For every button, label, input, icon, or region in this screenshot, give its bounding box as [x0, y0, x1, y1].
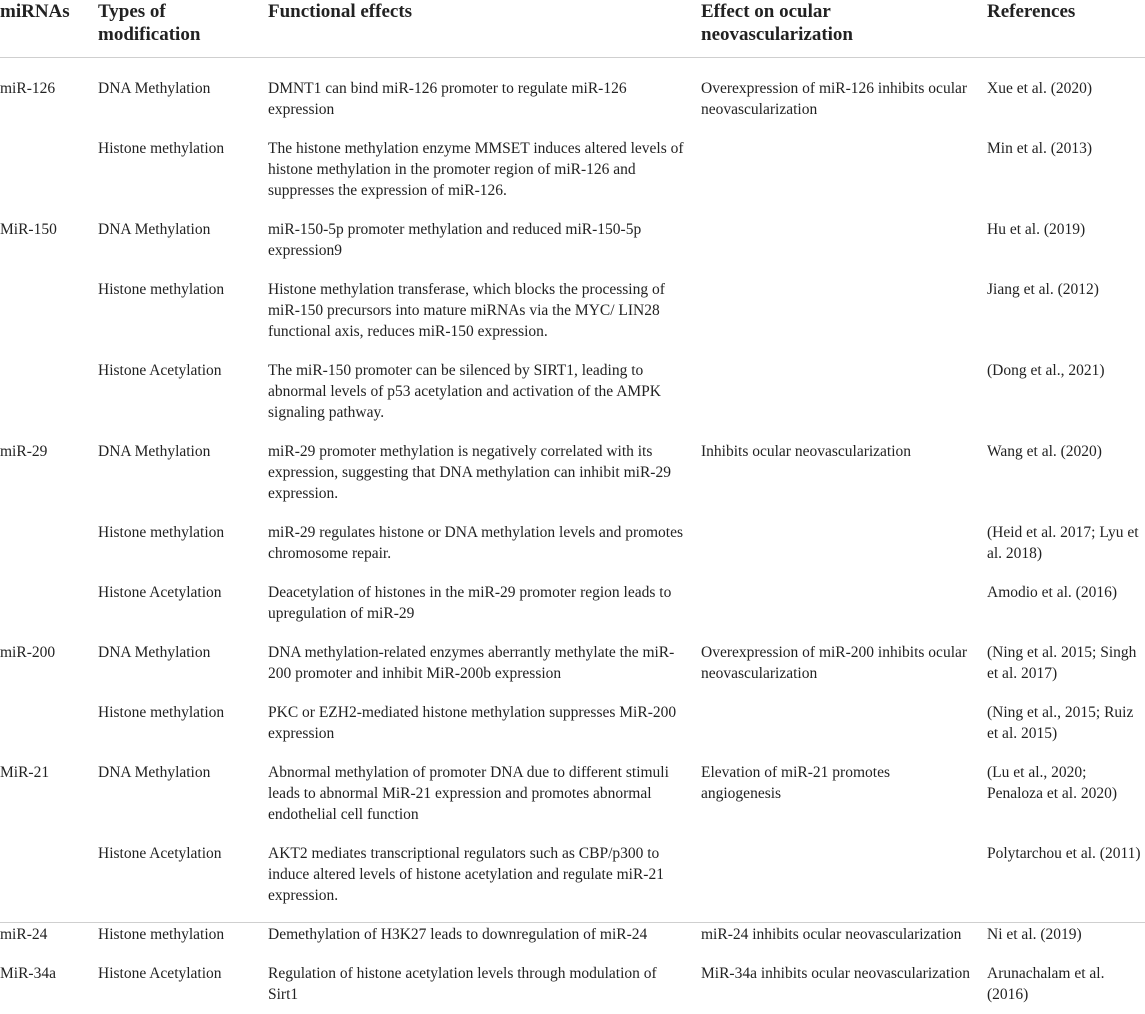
- table-body: [0, 58, 1145, 1014]
- cell-modification-type: Histone Acetylation: [98, 573, 268, 633]
- cell-mirna: miR-24: [0, 915, 98, 954]
- cell-functional-effect: AKT2 mediates transcriptional regulators such as CBP/p300 to induce altered levels of histone acetylation and regulate miR-21 expression.: [268, 834, 701, 915]
- cell-functional-effect: Deacetylation of histones in the miR-29 promoter region leads to upregulation of miR-29: [268, 573, 701, 633]
- cell-mirna: [0, 351, 98, 432]
- cell-ocular-effect: [701, 573, 987, 633]
- cell-functional-effect: Demethylation of H3K27 leads to downregulation of miR-24: [268, 915, 701, 954]
- cell-functional-effect: PKC or EZH2-mediated histone methylation suppresses MiR-200 expression: [268, 693, 701, 753]
- table-row: [0, 915, 1145, 954]
- cell-ocular-effect: [701, 210, 987, 270]
- cell-mirna: miR-200: [0, 633, 98, 693]
- table-row: [0, 513, 1145, 573]
- cell-reference: Wang et al. (2020): [987, 432, 1145, 513]
- cell-mirna: [0, 129, 98, 210]
- cell-functional-effect: DNA methylation-related enzymes aberrantly methylate the miR-200 promoter and inhibit MiR-200b expression: [268, 633, 701, 693]
- table-row: [0, 693, 1145, 753]
- cell-ocular-effect: Overexpression of miR-126 inhibits ocular neovascularization: [701, 58, 987, 130]
- table-row: [0, 58, 1145, 130]
- cell-functional-effect: miR-150-5p promoter methylation and reduced miR-150-5p expression9: [268, 210, 701, 270]
- cell-modification-type: Histone Acetylation: [98, 351, 268, 432]
- cell-ocular-effect: [701, 129, 987, 210]
- cell-mirna: [0, 693, 98, 753]
- table-row: [0, 351, 1145, 432]
- cell-mirna: [0, 270, 98, 351]
- cell-functional-effect: Regulation of histone acetylation levels through modulation of Sirt1: [268, 954, 701, 1014]
- cell-mirna: [0, 513, 98, 573]
- cell-reference: (Dong et al., 2021): [987, 351, 1145, 432]
- cell-reference: (Heid et al. 2017; Lyu et al. 2018): [987, 513, 1145, 573]
- cell-functional-effect: DMNT1 can bind miR-126 promoter to regulate miR-126 expression: [268, 58, 701, 130]
- cell-ocular-effect: miR-24 inhibits ocular neovascularization: [701, 915, 987, 954]
- cell-functional-effect: The histone methylation enzyme MMSET induces altered levels of histone methylation in the promoter region of miR-126 and suppresses the expression of miR-126.: [268, 129, 701, 210]
- cell-reference: Amodio et al. (2016): [987, 573, 1145, 633]
- cell-functional-effect: Histone methylation transferase, which blocks the processing of miR-150 precursors into mature miRNAs via the MYC/ LIN28 functional axis, reduces miR-150 expression.: [268, 270, 701, 351]
- cell-reference: Min et al. (2013): [987, 129, 1145, 210]
- cell-ocular-effect: [701, 834, 987, 915]
- cell-modification-type: Histone Acetylation: [98, 954, 268, 1014]
- header-row: [0, 0, 1145, 58]
- header-mirnas: miRNAs: [0, 0, 98, 58]
- cell-modification-type: DNA Methylation: [98, 633, 268, 693]
- cell-reference: (Ning et al. 2015; Singh et al. 2017): [987, 633, 1145, 693]
- cell-functional-effect: The miR-150 promoter can be silenced by SIRT1, leading to abnormal levels of p53 acetylation and activation of the AMPK signaling pathway.: [268, 351, 701, 432]
- header-references: References: [987, 0, 1145, 58]
- cell-functional-effect: Abnormal methylation of promoter DNA due to different stimuli leads to abnormal MiR-21 expression and promotes abnormal endothelial cell function: [268, 753, 701, 834]
- table-row: [0, 834, 1145, 915]
- cell-ocular-effect: Inhibits ocular neovascularization: [701, 432, 987, 513]
- table-row: [0, 633, 1145, 693]
- header-functional-effects: Functional effects: [268, 0, 701, 58]
- cell-modification-type: Histone Acetylation: [98, 834, 268, 915]
- cell-modification-type: DNA Methylation: [98, 210, 268, 270]
- cell-mirna: MiR-34a: [0, 954, 98, 1014]
- cell-reference: Ni et al. (2019): [987, 915, 1145, 954]
- cell-mirna: miR-29: [0, 432, 98, 513]
- cell-modification-type: Histone methylation: [98, 129, 268, 210]
- cell-reference: (Ning et al., 2015; Ruiz et al. 2015): [987, 693, 1145, 753]
- cell-modification-type: Histone methylation: [98, 693, 268, 753]
- cell-modification-type: Histone methylation: [98, 513, 268, 573]
- cell-functional-effect: miR-29 regulates histone or DNA methylation levels and promotes chromosome repair.: [268, 513, 701, 573]
- cell-functional-effect: miR-29 promoter methylation is negatively correlated with its expression, suggesting that DNA methylation can inhibit miR-29 expression.: [268, 432, 701, 513]
- cell-modification-type: DNA Methylation: [98, 753, 268, 834]
- cell-ocular-effect: Overexpression of miR-200 inhibits ocular neovascularization: [701, 633, 987, 693]
- cell-modification-type: DNA Methylation: [98, 432, 268, 513]
- header-modification-type: Types of modification: [98, 0, 268, 58]
- table-row: [0, 954, 1145, 1014]
- cell-modification-type: Histone methylation: [98, 915, 268, 954]
- table-bottom-rule: [0, 922, 1145, 923]
- cell-modification-type: DNA Methylation: [98, 58, 268, 130]
- cell-modification-type: Histone methylation: [98, 270, 268, 351]
- table-row: [0, 270, 1145, 351]
- cell-mirna: miR-126: [0, 58, 98, 130]
- cell-ocular-effect: [701, 693, 987, 753]
- table-row: [0, 432, 1145, 513]
- cell-reference: (Lu et al., 2020; Penaloza et al. 2020): [987, 753, 1145, 834]
- cell-ocular-effect: MiR-34a inhibits ocular neovascularization: [701, 954, 987, 1014]
- table-row: [0, 129, 1145, 210]
- header-ocular-effect: Effect on ocular neovascularization: [701, 0, 987, 58]
- cell-reference: Hu et al. (2019): [987, 210, 1145, 270]
- cell-mirna: MiR-21: [0, 753, 98, 834]
- cell-mirna: MiR-150: [0, 210, 98, 270]
- table-header: [0, 0, 1145, 58]
- table-row: [0, 573, 1145, 633]
- cell-mirna: [0, 834, 98, 915]
- cell-ocular-effect: [701, 270, 987, 351]
- cell-reference: Jiang et al. (2012): [987, 270, 1145, 351]
- cell-reference: Xue et al. (2020): [987, 58, 1145, 130]
- table-row: [0, 210, 1145, 270]
- cell-ocular-effect: [701, 513, 987, 573]
- table-row: [0, 753, 1145, 834]
- cell-ocular-effect: [701, 351, 987, 432]
- cell-reference: Arunachalam et al. (2016): [987, 954, 1145, 1014]
- cell-ocular-effect: Elevation of miR-21 promotes angiogenesis: [701, 753, 987, 834]
- cell-mirna: [0, 573, 98, 633]
- cell-reference: Polytarchou et al. (2011): [987, 834, 1145, 915]
